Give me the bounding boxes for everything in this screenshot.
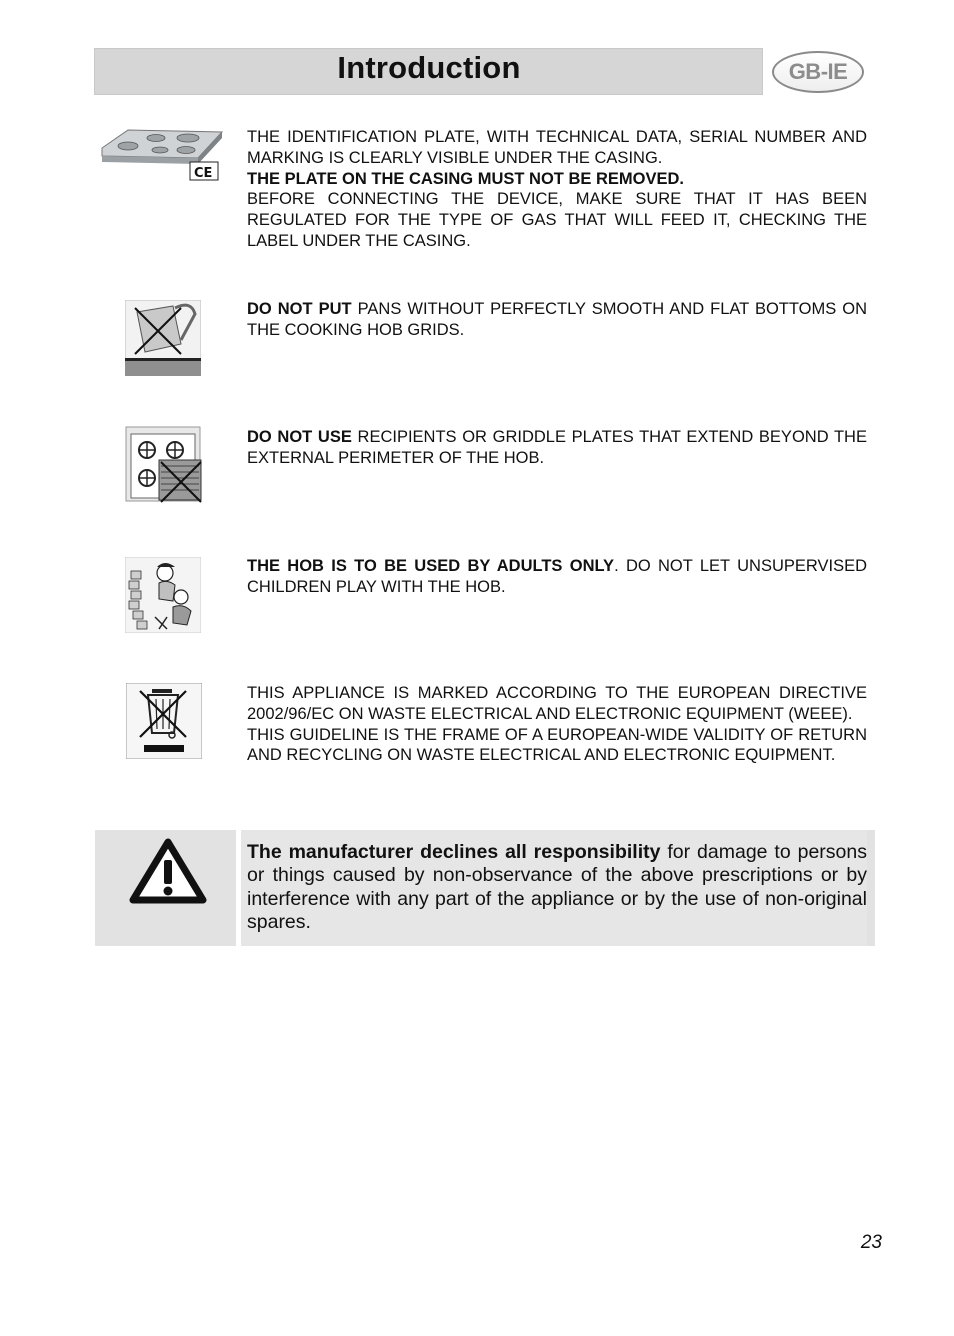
text-bold: DO NOT USE — [247, 428, 352, 446]
section-weee-text — [247, 683, 867, 766]
weee-crossed-bin-icon — [126, 683, 202, 764]
text-normal: PANS WITHOUT PERFECTLY SMOOTH AND FLAT BOTTOMS ON THE COOKING HOB GRIDS. — [247, 300, 868, 339]
text-line: THIS APPLIANCE IS MARKED ACCORDING TO THE EUROPEAN DIRECTIVE 2002/96/EC ON WASTE ELECTRICAL AND ELECTRONIC EQUIPMENT (WEEE). — [247, 684, 867, 723]
title-bar — [94, 48, 763, 95]
text-normal: . DO NOT LET UNSUPERVISED CHILDREN PLAY WITH THE HOB. — [247, 557, 868, 596]
text-bold: THE HOB IS TO BE USED BY ADULTS ONLY — [247, 557, 615, 575]
griddle-overhang-crossed-icon — [125, 426, 203, 509]
warning-triangle-icon — [129, 836, 207, 911]
text-line: THE IDENTIFICATION PLATE, WITH TECHNICAL DATA, SERIAL NUMBER AND MARKING IS CLEARLY VISIBLE UNDER THE CASING. — [247, 128, 867, 167]
text-line: THIS GUIDELINE IS THE FRAME OF A EUROPEAN-WIDE VALIDITY OF RETURN AND RECYCLING ON WASTE ELECTRICAL AND ELECTRONIC EQUIPMENT. — [247, 725, 867, 765]
country-badge: GB-IE — [772, 51, 864, 93]
section-griddle-text — [247, 427, 867, 469]
hob-plate-ce-icon — [98, 122, 226, 189]
section-identification-text — [247, 127, 867, 252]
warning-text-normal: for damage to persons or things caused by non-observance of the above prescriptions or by interference with any part of the appliance or by the use of non-original spares. — [247, 841, 867, 933]
section-pans-text — [247, 299, 867, 341]
warning-text-bold: The manufacturer declines all responsibility — [247, 841, 661, 863]
warning-icon-cell — [95, 830, 236, 946]
page-title: Introduction — [337, 50, 521, 85]
section-children-text — [247, 556, 867, 598]
page-number: 23 — [860, 1232, 882, 1253]
text-bold: DO NOT PUT — [247, 300, 352, 318]
text-normal: RECIPIENTS OR GRIDDLE PLATES THAT EXTEND BEYOND THE EXTERNAL PERIMETER OF THE HOB. — [247, 428, 867, 467]
text-line: BEFORE CONNECTING THE DEVICE, MAKE SURE THAT IT HAS BEEN REGULATED FOR THE TYPE OF GAS THAT WILL FEED IT, CHECKING THE LABEL UNDER THE CASING. — [247, 190, 867, 250]
warning-text — [247, 841, 867, 934]
svg-text:CE: CE — [194, 166, 213, 181]
text-line-bold: THE PLATE ON THE CASING MUST NOT BE REMOVED. — [247, 169, 684, 188]
children-playing-icon — [125, 557, 201, 638]
uneven-pan-crossed-icon — [125, 300, 201, 381]
